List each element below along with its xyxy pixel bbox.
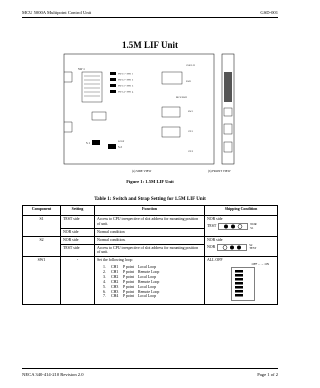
cell-component: SW1 — [23, 257, 61, 305]
s1-switch-icon — [218, 223, 248, 230]
cell-shipping — [205, 236, 278, 257]
s2-label: S 2 — [118, 145, 122, 149]
cell-setting: NOR side — [61, 236, 95, 244]
s2-ship-right2: TEST — [249, 246, 257, 251]
table-row — [23, 216, 278, 229]
list-item: 6. CH3 P point Remote Loop — [103, 289, 160, 294]
s2-switch-icon — [217, 244, 247, 251]
col-header-setting: Setting — [61, 206, 95, 216]
list-item: 4. CH2 P point Remote Loop — [103, 279, 160, 284]
dip-label-2: SW1 2 - SW1 2 — [118, 78, 134, 82]
cell-shipping — [205, 216, 278, 237]
cell-function: Normal condition — [95, 228, 205, 236]
front-label-ch1: CH 1 — [188, 130, 194, 133]
col-header-function: Function — [95, 206, 205, 216]
side-view-board — [64, 54, 214, 164]
cell-function — [95, 257, 205, 305]
cell-setting: - — [61, 257, 95, 305]
side-view-label: (a) SIDE VIEW — [132, 169, 152, 173]
cell-component: S2 — [23, 236, 61, 257]
col-header-component: Component — [23, 206, 61, 216]
cell-setting: NOR side — [61, 228, 95, 236]
dip-label-3: SW1 3 - SW1 3 — [118, 84, 134, 88]
lif-unit-diagram — [62, 52, 238, 176]
header-doc-title: MCU 5000A Multipoint Control Unit — [22, 10, 92, 15]
cell-function: Access to CPU irrespective of slot address for mounting position of unit. — [95, 216, 205, 229]
loop-intro: Set the following loop: — [97, 258, 133, 263]
table-caption: Table 1: Switch and Strap Setting for 1.5M LIF Unit — [94, 197, 206, 202]
dip-label-1: SW1 1 - SW1 1 — [118, 72, 134, 76]
sw1-dip-icon — [231, 267, 255, 301]
front-view-label: (b) FRONT VIEW — [208, 169, 231, 173]
sw1-label: SW 1 — [78, 67, 85, 71]
s2-ship-right1: S2 — [249, 242, 253, 247]
s2-ship-left: NOR — [207, 244, 216, 249]
dip-label-4: SW1 4 - SW1 4 — [118, 90, 134, 94]
s1-ship-right1: NOR — [250, 221, 257, 226]
table-row — [23, 257, 278, 305]
figure-caption: Figure 1: 1.5M LIF Unit — [126, 179, 174, 184]
table-header-row — [23, 206, 278, 216]
shipping-text: NOR side — [207, 217, 223, 221]
front-label-mcu: MCU RSH — [176, 96, 187, 99]
footer-page-number: Page 1 of 2 — [257, 372, 278, 377]
cell-setting: TEST side — [61, 244, 95, 257]
front-label-lm1: LM 1 — [186, 80, 192, 83]
page-header — [22, 10, 278, 15]
sw1-block — [82, 72, 102, 102]
cell-function: Access to CPU irrespective of slot address for mounting position of unit. — [95, 244, 205, 257]
cell-setting: TEST side — [61, 216, 95, 229]
s2-ship-diagram — [207, 244, 275, 252]
col-header-shipping: Shipping Condition — [205, 206, 278, 216]
cell-function: Normal condition. — [95, 236, 205, 244]
page-title: 1.5M LIF Unit — [122, 40, 178, 50]
front-label-clk: CLK LH — [186, 64, 195, 67]
s1-label: S 1 — [86, 141, 90, 145]
footer-doc-number: NECA 340-414-210 Revision 2.0 — [22, 372, 84, 377]
s2-switch — [108, 144, 116, 149]
header-rule — [22, 17, 278, 18]
s1-switch — [92, 140, 100, 145]
list-item: 1. CH1 P point Local Loop — [103, 265, 157, 270]
list-item: 5. CH3 P point Local Loop — [103, 284, 157, 289]
loop-list — [97, 265, 202, 299]
rear-tag: LOOP — [118, 140, 125, 143]
switch-strap-table — [22, 205, 278, 305]
shipping-text: ALL OFF — [207, 258, 223, 263]
cell-shipping — [205, 257, 278, 305]
sw1-ship-caption: OFF ←→ ON — [251, 262, 269, 267]
page-footer — [22, 372, 278, 377]
s1-ship-diagram — [207, 223, 275, 231]
front-label-ch2: CH 2 — [188, 150, 194, 153]
cell-component: S1 — [23, 216, 61, 237]
list-item: 7. CH4 P point Local Loop — [103, 294, 157, 299]
table-row — [23, 236, 278, 244]
shipping-text: NOR side — [207, 237, 223, 242]
front-label-sw1: SW 1 — [188, 110, 194, 113]
s1-ship-right2: S1 — [250, 225, 254, 230]
s1-ship-left: TEST — [207, 224, 217, 229]
header-doc-id: GSD-001 — [260, 10, 278, 15]
list-item: 2. CH1 P point Remote Loop — [103, 270, 160, 274]
list-item: 3. CH2 P point Local Loop — [103, 274, 157, 279]
footer-rule — [22, 368, 278, 369]
